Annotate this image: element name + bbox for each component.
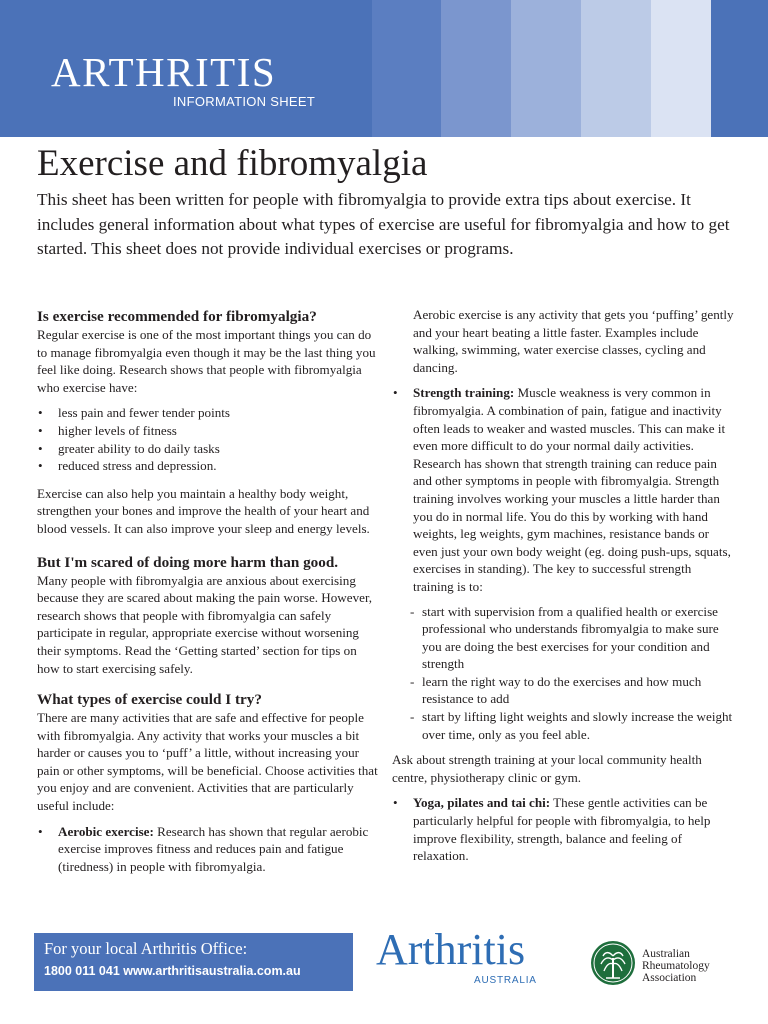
- list-item-lead: Strength training:: [413, 385, 515, 401]
- list-item: [37, 823, 379, 876]
- left-column: [37, 308, 379, 875]
- header-stripe: [511, 0, 581, 137]
- header-stripe: [372, 0, 441, 137]
- list-item: - start by lifting light weights and slowly increase the weight over time, only as you feel able.: [392, 708, 734, 743]
- association-name-line: Australian: [642, 948, 690, 960]
- contact-box: [34, 933, 353, 991]
- list-item: - start with supervision from a qualified health or exercise professional who understands fibromyalgia to make sure you are doing the best exercises for your condition and strength: [392, 603, 734, 673]
- tree-emblem-icon: [590, 940, 636, 986]
- list-item-lead: Yoga, pilates and tai chi:: [413, 795, 551, 811]
- exercise-types-list: [392, 794, 734, 864]
- arthritis-australia-logo: [376, 925, 566, 992]
- list-item: - learn the right way to do the exercises and how much resistance to add: [392, 673, 734, 708]
- section-heading: But I'm scared of doing more harm than good.: [37, 553, 339, 571]
- list-item: [392, 384, 734, 595]
- page-title: Exercise and fibromyalgia: [37, 143, 428, 184]
- paragraph: Ask about strength training at your local community health centre, physiotherapy clinic or gym.: [392, 752, 702, 785]
- logo-subtext: AUSTRALIA: [474, 975, 537, 986]
- paragraph: Aerobic exercise is any activity that gets you ‘puffing’ gently and your heart beating a little faster. Examples include walking, swimming, water exercise classes, cycling and dancing.: [413, 307, 734, 375]
- exercise-types-list: [37, 823, 379, 876]
- right-column: [392, 306, 734, 865]
- section-heading: What types of exercise could I try?: [37, 691, 262, 709]
- header-stripe: [441, 0, 511, 137]
- office-label: For your local Arthritis Office:: [44, 939, 248, 958]
- list-item: • greater ability to do daily tasks: [37, 440, 379, 458]
- list-item-lead: Aerobic exercise:: [58, 823, 154, 839]
- list-item: • less pain and fewer tender points: [37, 404, 379, 422]
- section-heading: Is exercise recommended for fibromyalgia?: [37, 308, 317, 325]
- benefits-list: [37, 404, 379, 474]
- association-name-line: Rheumatology: [642, 960, 710, 972]
- paragraph: Regular exercise is one of the most important things you can do to manage fibromyalgia even though it may be the last thing you feel like doing. Research shows that people with fibromyalgia who exercise have:: [37, 327, 376, 395]
- header-stripe: [651, 0, 711, 137]
- header-stripe: [581, 0, 651, 137]
- paragraph: Many people with fibromyalgia are anxious about exercising because they are scared about making the pain worse. However, research shows that people with fibromyalgia can safely participate in regular, appropriate exercise without worsening their symptoms. Read the ‘Getting started’ section for tips on how to start exercising safely.: [37, 572, 373, 676]
- association-name-line: Association: [642, 972, 697, 984]
- association-name: [642, 948, 710, 984]
- list-item-text: Research has shown that regular aerobic exercise improves fitness and reduces pain and fatigue (tiredness) in people with fibromyalgia.: [58, 823, 369, 874]
- list-item: [392, 794, 734, 864]
- paragraph: Exercise can also help you maintain a healthy body weight, strengthen your bones and improve the health of your heart and blood vessels. It can also improve your sleep and energy levels.: [37, 485, 370, 536]
- brand-subtitle: INFORMATION SHEET: [173, 94, 316, 109]
- list-item: • higher levels of fitness: [37, 422, 379, 440]
- logo-wordmark: Arthritis: [376, 925, 526, 974]
- header-banner: [0, 0, 768, 137]
- brand-title: ARTHRITIS: [51, 49, 277, 95]
- list-item-text: Muscle weakness is very common in fibromyalgia. A combination of pain, fatigue and inactivity often leads to weaker and wasted muscles. This can make it even more difficult to do your normal daily activities. Research has shown that strength training can reduce pain and other symptoms in people with fibromyalgia. Strength training involves working your muscles a little harder than you do in normal life. You do this by working with hand weights, leg weights, gym machines, resistance bands or even just your own body weight (eg. doing push-ups, squats, exercises in standing). The key to successful strength training is to:: [413, 385, 731, 594]
- strength-tips-list: [392, 603, 734, 744]
- paragraph: There are many activities that are safe and effective for people with fibromyalgia. Any activity that works your muscles a bit harder or causes you to ‘puff’ a little, without increasing your pain or other symptoms, will be beneficial. Choose activities that you enjoy and are convenient. Activities that are particularly useful include:: [37, 710, 378, 814]
- intro-paragraph: This sheet has been written for people with fibromyalgia to provide extra tips about exercise. It includes general information about what types of exercise are useful for fibromyalgia and how to get started. This sheet does not provide individual exercises or programs.: [37, 190, 730, 258]
- list-item: • reduced stress and depression.: [37, 457, 379, 475]
- list-item-text: These gentle activities can be particularly helpful for people with fibromyalgia, to help improve flexibility, strength, balance and feeling of relaxation.: [413, 795, 711, 864]
- exercise-types-list: [392, 384, 734, 595]
- rheumatology-association-logo: [590, 940, 750, 988]
- contact-details[interactable]: 1800 011 041 www.arthritisaustralia.com.au: [44, 964, 301, 978]
